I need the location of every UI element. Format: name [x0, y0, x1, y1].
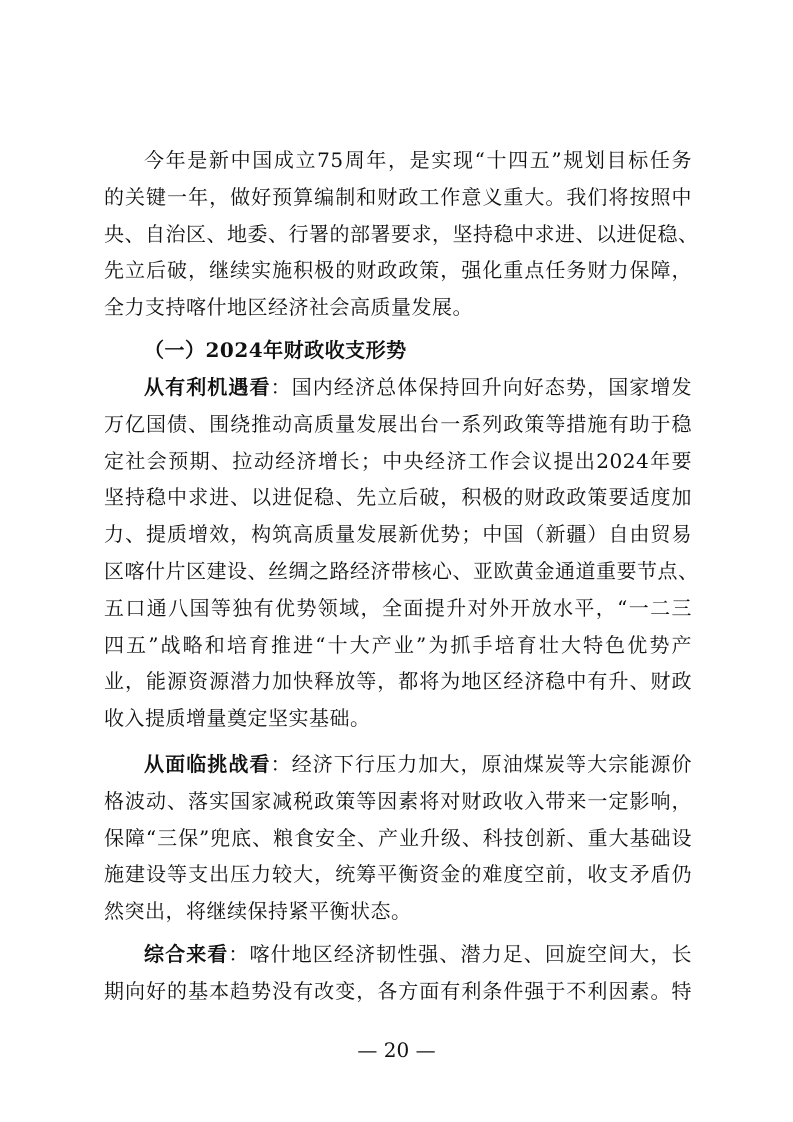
text-line: 区喀什片区建设、丝绸之路经济带核心、亚欧黄金通道重要节点、 — [104, 558, 699, 583]
text-line: 定社会预期、拉动经济增长；中央经济工作会议提出2024年要 — [104, 448, 692, 473]
heading-text: （一）2024年财政收支形势 — [144, 338, 407, 362]
text-line: 先立后破，继续实施积极的财政政策，强化重点任务财力保障， — [104, 258, 692, 283]
lead-term: 从面临挑战看 — [144, 752, 271, 776]
text-line: 全力支持喀什地区经济社会高质量发展。 — [104, 295, 473, 320]
text-line: 五口通八国等独有优势领域，全面提升对外开放水平，“一二三 — [104, 595, 692, 620]
paragraph-opportunities — [104, 369, 699, 737]
text-line: 央、自治区、地委、行署的部署要求，坚持稳中求进、以进促稳、 — [104, 221, 699, 246]
text-line: 施建设等支出压力较大，统筹平衡资金的难度空前，收支矛盾仍 — [104, 862, 692, 887]
paragraph-challenges — [104, 746, 692, 930]
text-line: 四五”战略和培育推进“十大产业”为抓手培育壮大特色优势产 — [104, 632, 692, 657]
text-line — [104, 936, 692, 973]
text-line: 力、提质增效，构筑高质量发展新优势；中国（新疆）自由贸易 — [104, 522, 692, 547]
line-text: ：国内经济总体保持回升向好态势，国家增发 — [270, 375, 693, 399]
text-line: 万亿国债、围绕推动高质量发展出台一系列政策等措施有助于稳 — [104, 411, 692, 436]
page-number: — 20 — — [357, 1038, 436, 1062]
text-line: 然突出，将继续保持紧平衡状态。 — [104, 899, 412, 924]
lead-term: 从有利机遇看 — [144, 375, 271, 399]
text-line — [104, 746, 692, 783]
text-line: 坚持稳中求进、以进促稳、先立后破，积极的财政政策要适度加 — [104, 485, 692, 510]
paragraph-overall — [104, 936, 692, 1010]
line-text: ：经济下行压力加大，原油煤炭等大宗能源价 — [270, 752, 693, 776]
lead-term: 综合来看 — [144, 942, 229, 966]
text-line: 的关键一年，做好预算编制和财政工作意义重大。我们将按照中 — [104, 184, 692, 209]
paragraph-intro — [104, 142, 699, 326]
text-line: 今年是新中国成立75周年，是实现“十四五”规划目标任务 — [144, 148, 692, 172]
text-line: 期向好的基本趋势没有改变，各方面有利条件强于不利因素。特 — [104, 978, 692, 1003]
line-text: ：喀什地区经济韧性强、潜力足、回旋空间大，长 — [228, 942, 693, 966]
section-heading — [104, 332, 692, 369]
text-line — [104, 369, 692, 406]
text-line: 格波动、落实国家减税政策等因素将对财政收入带来一定影响， — [104, 788, 692, 813]
text-line: 保障“三保”兜底、粮食安全、产业升级、科技创新、重大基础设 — [104, 825, 692, 850]
text-line: 收入提质增量奠定坚实基础。 — [104, 706, 371, 731]
text-line: 业，能源资源潜力加快释放等，都将为地区经济稳中有升、财政 — [104, 669, 692, 694]
